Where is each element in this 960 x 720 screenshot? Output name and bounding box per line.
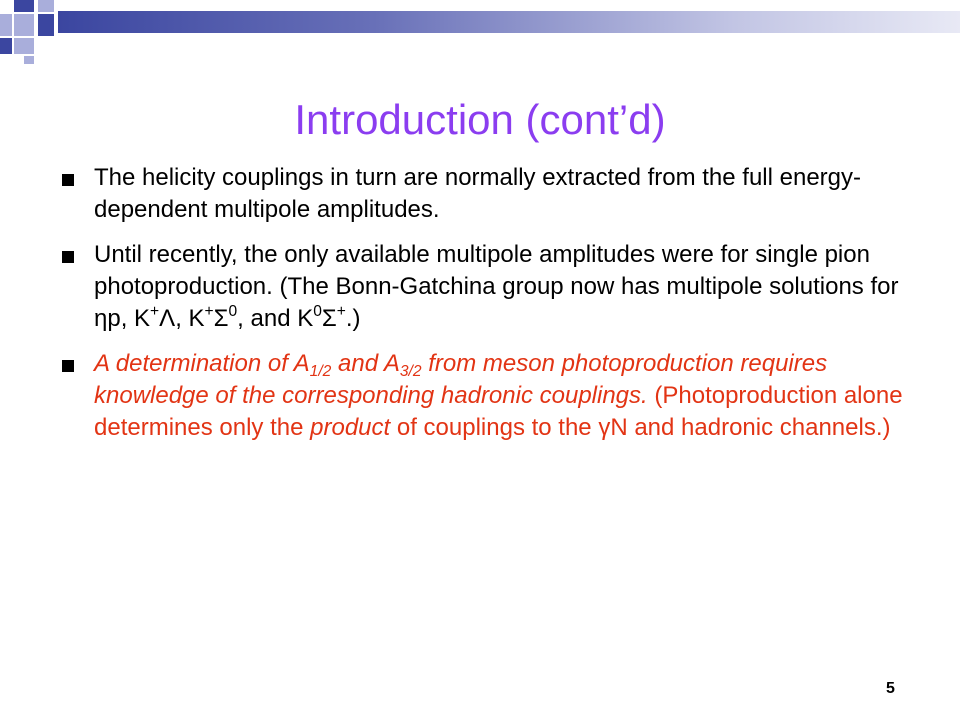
superscript: + xyxy=(150,303,160,320)
header-gradient-bar xyxy=(58,11,960,33)
bullet-text: (Photoproduction alone determines only the xyxy=(94,382,903,441)
header-square xyxy=(14,14,34,36)
bullet-item xyxy=(62,348,922,444)
bullet-text: from meson photoproduction requires knowledge of the corresponding hadronic couplings. xyxy=(94,350,828,409)
bullet-square-icon xyxy=(62,174,74,186)
emphasis-word: product xyxy=(310,414,391,441)
header-square xyxy=(0,14,12,36)
header-square xyxy=(38,0,54,12)
bullet-text: of couplings to the γN and hadronic channels.) xyxy=(390,414,891,441)
header-square xyxy=(38,14,54,36)
slide-title: Introduction (cont’d) xyxy=(294,96,666,143)
superscript: 0 xyxy=(313,303,322,320)
subscript: 3/2 xyxy=(399,363,422,380)
header-square xyxy=(14,38,34,54)
bullet-square-icon xyxy=(62,251,74,263)
header-square xyxy=(0,38,12,54)
page-number: 5 xyxy=(886,680,895,697)
bullet-text: Σ xyxy=(321,305,337,332)
superscript: + xyxy=(204,303,214,320)
bullet-text: .) xyxy=(345,305,361,332)
bullet-text: The helicity couplings in turn are normally extracted from the full energy-dependent multipole amplitudes. xyxy=(94,164,862,223)
bullet-square-icon xyxy=(62,360,74,372)
bullet-text: Σ xyxy=(213,305,229,332)
header-square xyxy=(24,56,34,64)
superscript: + xyxy=(336,303,346,320)
bullet-text: and A xyxy=(331,350,400,377)
bullet-item xyxy=(62,162,922,226)
superscript: 0 xyxy=(228,303,238,320)
bullet-item xyxy=(62,239,922,335)
bullet-text: Λ, K xyxy=(159,305,205,332)
subscript: 1/2 xyxy=(309,363,332,380)
bullet-text: A determination of A xyxy=(94,350,310,377)
bullet-list xyxy=(62,162,922,457)
bullet-text: , and K xyxy=(237,305,314,332)
header-square xyxy=(14,0,34,12)
bullet-text: Until recently, the only available multipole amplitudes were for single pion photoproduction. (The Bonn-Gatchina group now has multipole solutions for ηp, K xyxy=(94,241,899,332)
